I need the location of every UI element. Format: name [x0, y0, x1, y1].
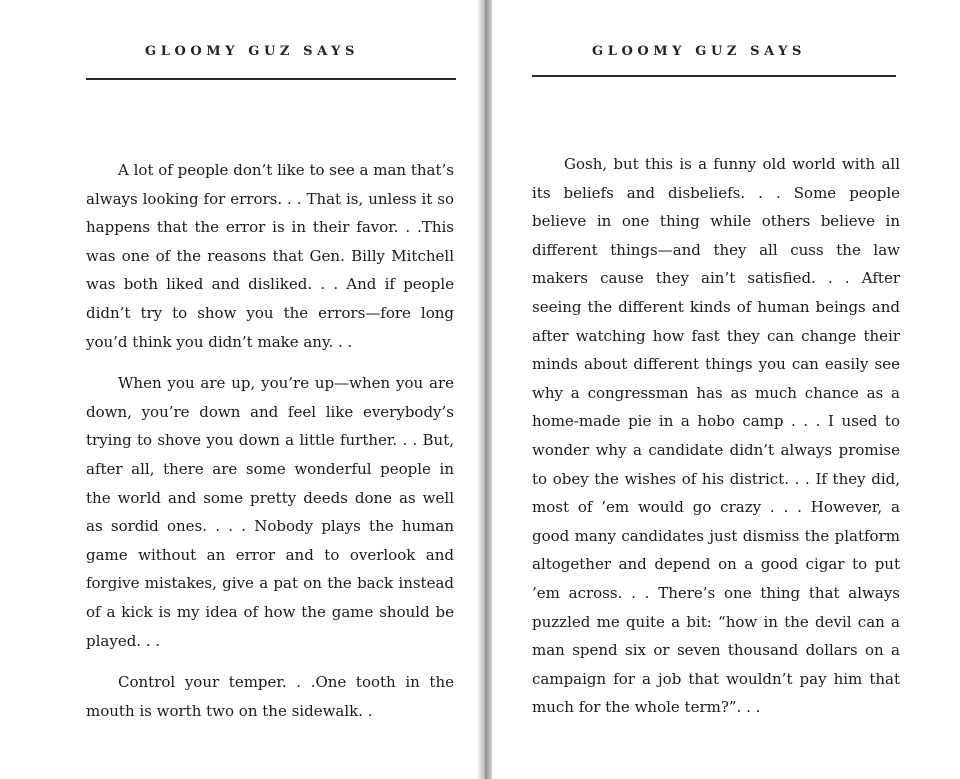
paragraph: Gosh, but this is a funny old world with all its beliefs and disbeliefs. . . Some people believe in one thing while others believe in different things—and they all cuss the law makers cause they ain’t satisfied. . . After seeing the different kinds of human beings and after watching how fast they can change their minds about different things you can easily see why a congressman has as much chance as a home-made pie in a hobo camp . . . I used to wonder why a candidate didn’t always promise to obey the wishes of his district. . . If they did, most of ’em would go crazy . . . However, a good many candidates just dismiss the platform altogether and depend on a good cigar to put ’em across. . . There’s one thing that always puzzled me quite a bit: “how in the devil can a man spend six or seven thousand dollars on a campaign for a job that wouldn’t pay him that much for the whole term?”. . .: [532, 155, 900, 717]
book-gutter: [478, 0, 492, 779]
paragraph: Control your temper. . .One tooth in the mouth is worth two on the sidewalk. .: [86, 673, 454, 720]
header-rule: [532, 75, 896, 77]
page-body: [532, 150, 900, 722]
header-rule: [86, 78, 456, 80]
running-head: GLOOMY GUZ SAYS: [592, 44, 807, 59]
running-head: GLOOMY GUZ SAYS: [145, 44, 360, 59]
paragraph: A lot of people don’t like to see a man that’s always looking for errors. . . That is, unless it so happens that the error is in their favor. . .This was one of the reasons that Gen. Billy Mitchell was both liked and disliked. . . And if people didn’t try to show you the errors—fore long you’d think you didn’t make any. . .: [86, 161, 454, 351]
page-body: [86, 156, 454, 725]
paragraph: When you are up, you’re up—when you are down, you’re down and feel like everybody’s trying to shove you down a little further. . . But, after all, there are some wonderful people in the world and some pretty deeds done as well as sordid ones. . . . Nobody plays the human game without an error and to overlook and forgive mistakes, give a pat on the back instead of a kick is my idea of how the game should be played. . .: [86, 374, 454, 650]
right-page: [492, 0, 960, 779]
left-page: [0, 0, 478, 779]
